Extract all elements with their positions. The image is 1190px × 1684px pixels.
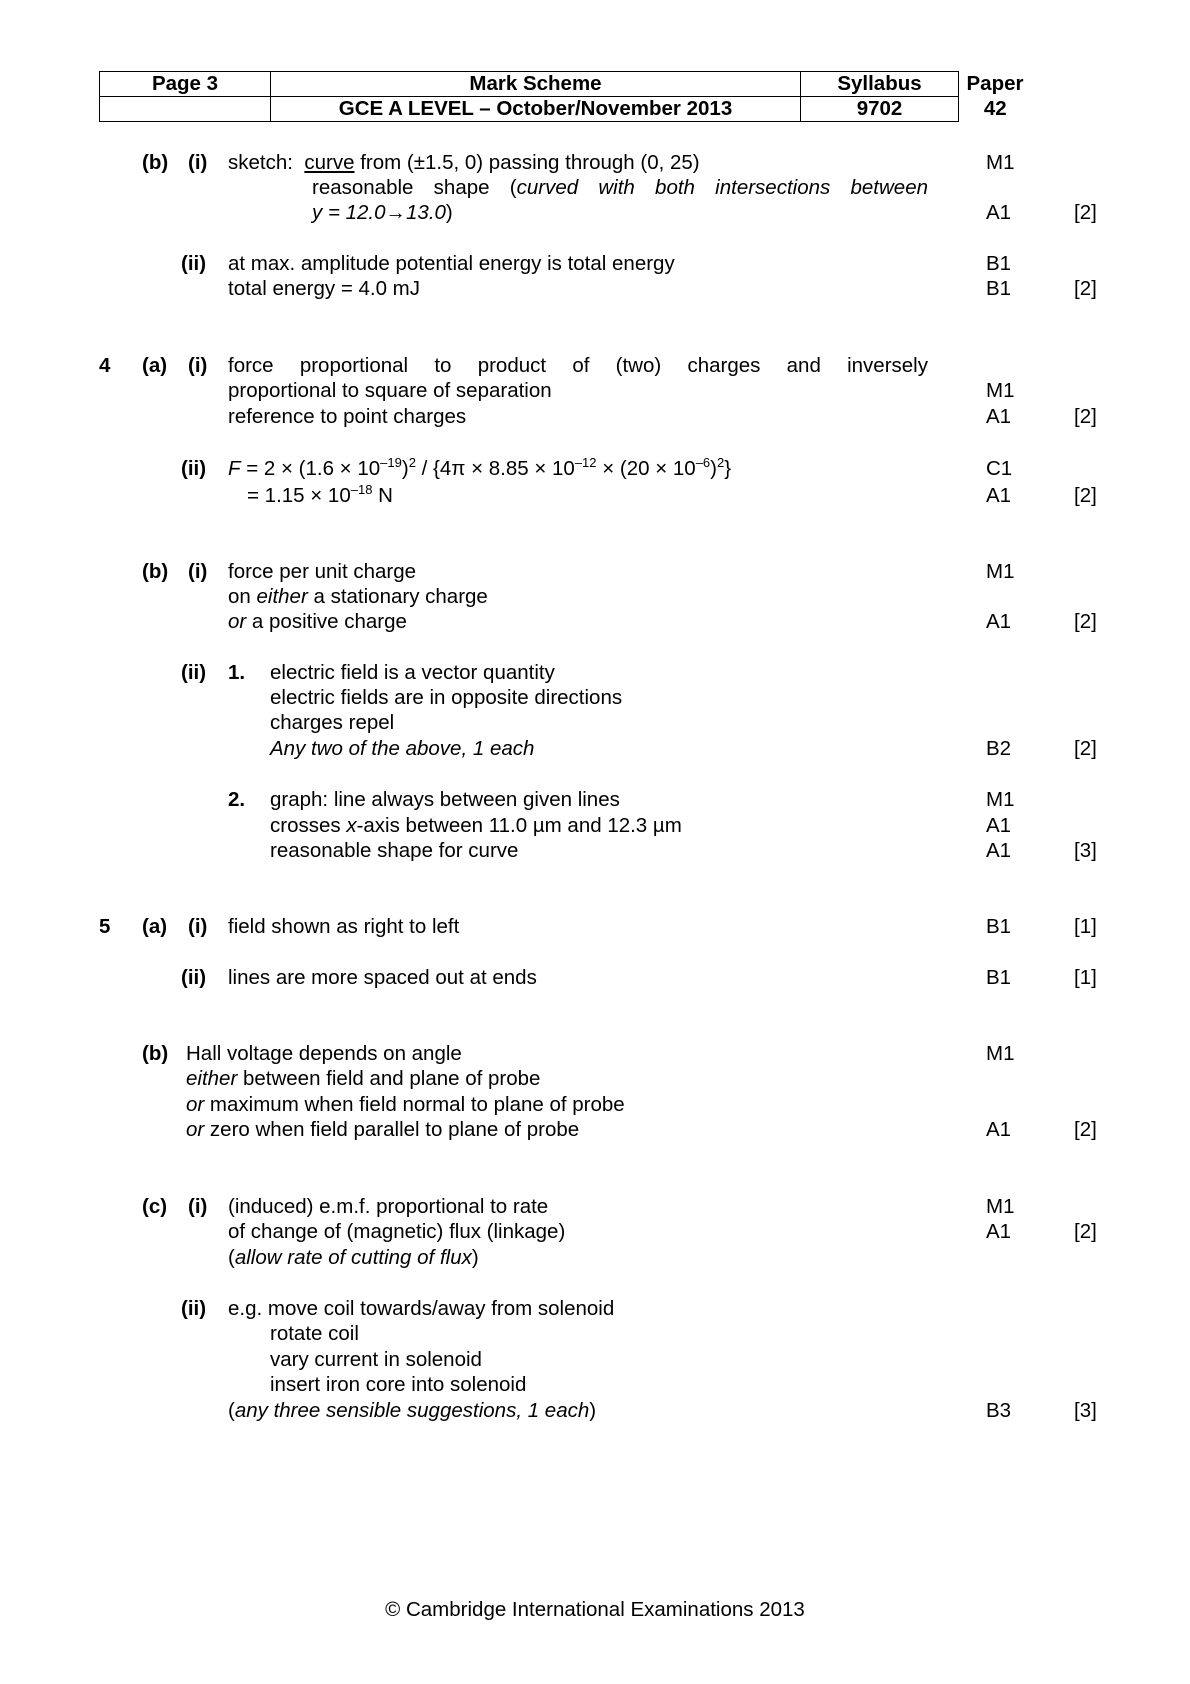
q3-b-label: (b) (142, 151, 169, 174)
q3-b-i-line1 (228, 150, 700, 175)
exponent: 2 (717, 455, 725, 470)
eq-part: × (20 × 10 (596, 457, 696, 480)
q5-c-ii-line3: vary current in solenoid (270, 1348, 482, 1371)
exponent: –19 (380, 455, 402, 470)
q4-a-i-label: (i) (188, 354, 208, 377)
q3-b-i-line1-rest: from (±1.5, 0) passing through (0, 25) (360, 151, 700, 174)
q3-b-ii-line1: at max. amplitude potential energy is total energy (228, 252, 675, 275)
q5-c-i-line1: (induced) e.m.f. proportional to rate (228, 1195, 549, 1218)
q4-a-ii-result (247, 483, 393, 508)
mark-m1: M1 (986, 1042, 1015, 1065)
q4-a-i-line1: force proportional to product of (two) charges and inversely (228, 354, 928, 377)
q5-b-line2 (186, 1066, 540, 1091)
q4-a-i-line3: reference to point charges (228, 405, 467, 428)
q3-b-i-line3-b: ) (445, 201, 453, 224)
q4-b-i-line3 (228, 609, 407, 634)
syllabus-label: Syllabus (801, 72, 959, 97)
q4-b-ii-2-line1: graph: line always between given lines (270, 788, 620, 811)
q5-b-line3 (186, 1092, 625, 1117)
q4-b-label: (b) (142, 560, 169, 583)
mark-b1: B1 (986, 277, 1012, 300)
total-marks: [2] (1074, 1220, 1097, 1243)
curve-underlined: curve (304, 151, 355, 174)
mark-a1: A1 (986, 201, 1012, 224)
text-italic: or (228, 610, 247, 633)
q3-b-i-line2-a: reasonable shape ( (312, 176, 517, 199)
q5-a-i-line: field shown as right to left (228, 915, 460, 938)
mark-a1: A1 (986, 610, 1012, 633)
q5-c-i-line2: of change of (magnetic) flux (linkage) (228, 1220, 566, 1243)
text: a stationary charge (307, 585, 488, 608)
total-marks: [2] (1074, 405, 1097, 428)
copyright-footer: © Cambridge International Examinations 2013 (385, 1598, 805, 1621)
text: ( (228, 1399, 235, 1422)
total-marks: [3] (1074, 1399, 1097, 1422)
text: ) (589, 1399, 597, 1422)
exponent: –18 (350, 482, 373, 497)
mark-m1: M1 (986, 379, 1015, 402)
q4-a-i-line2: proportional to square of separation (228, 379, 552, 402)
mark-m1: M1 (986, 151, 1015, 174)
text: between field and plane of probe (237, 1067, 541, 1090)
q3-b-i-label: (i) (188, 151, 208, 174)
paper-number: 42 (983, 97, 1007, 120)
text-italic: or (186, 1118, 205, 1141)
mark-a1: A1 (986, 1220, 1012, 1243)
total-marks: [2] (1074, 610, 1097, 633)
q3-b-ii-line2: total energy = 4.0 mJ (228, 277, 421, 300)
total-marks: [2] (1074, 201, 1097, 224)
q4-a-label: (a) (142, 354, 168, 377)
exponent: –6 (695, 455, 711, 470)
mark-m1: M1 (986, 788, 1015, 811)
text: crosses (270, 814, 347, 837)
q3-b-i-line2 (312, 175, 928, 200)
force-symbol: F (228, 457, 241, 480)
q5-a-ii-label: (ii) (181, 966, 207, 989)
q4-b-ii-1-line3: charges repel (270, 711, 395, 734)
q5-b-label: (b) (142, 1042, 169, 1065)
q3-b-i-line2-b: curved with both intersections between (516, 176, 928, 199)
total-marks: [2] (1074, 737, 1097, 760)
q4-b-ii-1-label: 1. (228, 661, 246, 684)
q4-b-ii-2-label: 2. (228, 788, 246, 811)
q5-b-line4 (186, 1117, 579, 1142)
q5-c-ii-line5 (228, 1398, 596, 1423)
q5-a-label: (a) (142, 915, 168, 938)
paper-label: Paper (966, 72, 1024, 95)
mark-a1: A1 (986, 1118, 1012, 1141)
mark-m1: M1 (986, 560, 1015, 583)
header-table (99, 71, 1032, 122)
text: maximum when field normal to plane of probe (204, 1093, 625, 1116)
q4-b-i-line2 (228, 584, 488, 609)
q5-b-line1: Hall voltage depends on angle (186, 1042, 462, 1065)
mark-c1: C1 (986, 457, 1013, 480)
text-italic: or (186, 1093, 205, 1116)
text-italic: either (256, 585, 308, 608)
q5-a-i-label: (i) (188, 915, 208, 938)
header-empty-cell (100, 97, 271, 122)
mark-b1: B1 (986, 915, 1012, 938)
q5-number: 5 (99, 915, 111, 938)
mark-a1: A1 (986, 839, 1012, 862)
q5-c-ii-line2: rotate coil (270, 1322, 359, 1345)
mark-a1: A1 (986, 814, 1012, 837)
q4-a-ii-equation (228, 456, 731, 481)
syllabus-code: 9702 (801, 97, 959, 122)
q5-c-ii-line4: insert iron core into solenoid (270, 1373, 527, 1396)
sketch-label: sketch: (228, 151, 293, 174)
total-marks: [2] (1074, 277, 1097, 300)
result-part: = 1.15 × 10 (247, 484, 351, 507)
text-italic: x (346, 814, 357, 837)
text: ) (471, 1246, 479, 1269)
total-marks: [1] (1074, 966, 1097, 989)
eq-part: ) (401, 457, 409, 480)
eq-part: ) (710, 457, 717, 480)
q3-b-ii-label: (ii) (181, 252, 207, 275)
q4-a-ii-label: (ii) (181, 457, 207, 480)
mark-a1: A1 (986, 484, 1012, 507)
q4-b-ii-1-note: Any two of the above, 1 each (270, 737, 535, 760)
q5-c-label: (c) (142, 1195, 168, 1218)
q4-b-ii-label: (ii) (181, 661, 207, 684)
eq-part: = 2 × (1.6 × 10 (240, 457, 381, 480)
q4-b-i-line1: force per unit charge (228, 560, 417, 583)
q4-number: 4 (99, 354, 111, 377)
q5-c-ii-label: (ii) (181, 1297, 207, 1320)
q3-b-i-line3 (312, 200, 453, 225)
text: ( (228, 1246, 235, 1269)
mark-a1: A1 (986, 405, 1012, 428)
mark-b1: B1 (986, 252, 1012, 275)
mark-scheme-title: Mark Scheme (271, 72, 801, 97)
q5-c-ii-line1: e.g. move coil towards/away from solenoid (228, 1297, 615, 1320)
q4-b-ii-2-line3: reasonable shape for curve (270, 839, 519, 862)
result-unit: N (372, 484, 393, 507)
q3-b-i-line3-a: y = 12.0→13.0 (312, 201, 446, 224)
exam-title: GCE A LEVEL – October/November 2013 (271, 97, 801, 122)
exponent: –12 (574, 455, 597, 470)
page-number: Page 3 (100, 72, 271, 97)
q4-b-ii-2-line2 (270, 813, 682, 838)
total-marks: [3] (1074, 839, 1097, 862)
q4-b-i-label: (i) (188, 560, 208, 583)
mark-b1: B1 (986, 966, 1012, 989)
text: a positive charge (246, 610, 407, 633)
mark-b3: B3 (986, 1399, 1012, 1422)
mark-m1: M1 (986, 1195, 1015, 1218)
q5-a-ii-line: lines are more spaced out at ends (228, 966, 537, 989)
text: -axis between 11.0 µm and 12.3 µm (356, 814, 682, 837)
eq-part: / {4π × 8.85 × 10 (415, 457, 575, 480)
total-marks: [2] (1074, 1118, 1097, 1141)
text-italic: either (186, 1067, 238, 1090)
q4-b-ii-1-line1: electric field is a vector quantity (270, 661, 555, 684)
text: zero when field parallel to plane of probe (204, 1118, 580, 1141)
mark-b2: B2 (986, 737, 1012, 760)
eq-part: } (724, 457, 732, 480)
q5-c-i-label: (i) (188, 1195, 208, 1218)
text-italic: allow rate of cutting of flux (234, 1246, 472, 1269)
text: on (228, 585, 257, 608)
total-marks: [2] (1074, 484, 1097, 507)
q4-b-ii-1-line2: electric fields are in opposite directions (270, 686, 623, 709)
exponent: 2 (408, 455, 416, 470)
total-marks: [1] (1074, 915, 1097, 938)
q5-c-i-line3 (228, 1245, 479, 1270)
text-italic: any three sensible suggestions, 1 each (234, 1399, 590, 1422)
